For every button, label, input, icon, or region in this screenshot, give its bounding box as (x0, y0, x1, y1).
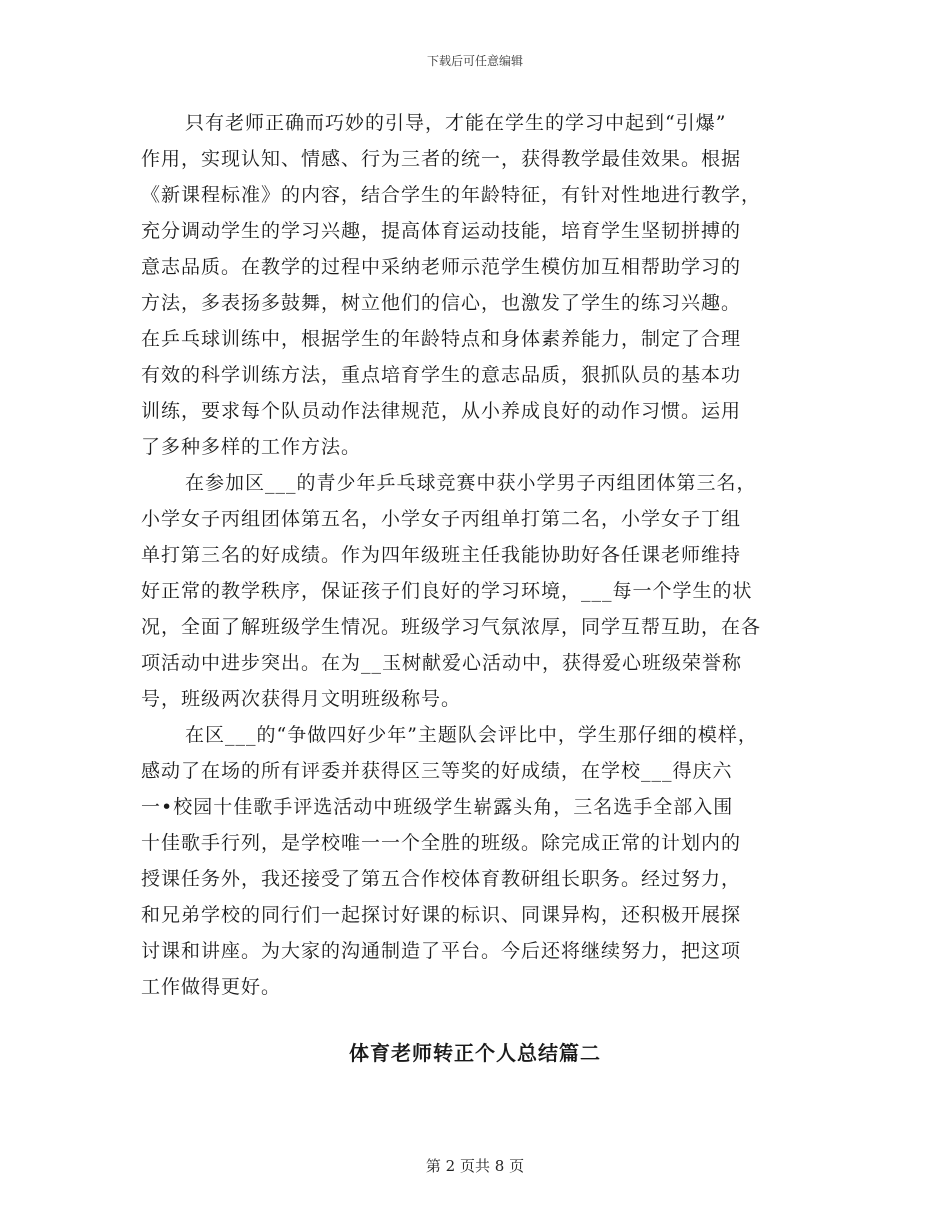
text-line: 充分调动学生的学习兴趣，提高体育运动技能，培育学生坚韧拼搏的 (141, 220, 742, 242)
text-line: 授课任务外，我还接受了第五合作校体育教研组长职务。经过努力， (141, 868, 742, 890)
text-line: 十佳歌手行列，是学校唯一一个全胜的班级。除完成正常的计划内的 (141, 832, 742, 854)
text-line: 工作做得更好。 (141, 976, 282, 998)
text-line: 在乒乓球训练中，根据学生的年龄特点和身体素养能力，制定了合理 (141, 328, 742, 350)
text-line: 在区___的“争做四好少年”主题队会评比中，学生那仔细的模样， (185, 724, 758, 746)
text-line: 号，班级两次获得月文明班级称号。 (141, 688, 462, 710)
text-line: 项活动中进步突出。在为__玉树献爱心活动中，获得爱心班级荣誉称 (141, 652, 743, 674)
text-line: 方法，多表扬多鼓舞，树立他们的信心，也激发了学生的练习兴趣。 (141, 292, 742, 314)
paragraph-2 (141, 465, 831, 717)
paragraph-3 (141, 717, 831, 1005)
text-line: 《新课程标准》的内容，结合学生的年龄特征，有针对性地进行教学， (141, 184, 762, 206)
text-line: 好正常的教学秩序，保证孩子们良好的学习环境，___每一个学生的状 (141, 580, 753, 602)
text-line: 有效的科学训练方法，重点培育学生的意志品质，狠抓队员的基本功 (141, 364, 742, 386)
text-line: 在参加区___的青少年乒乓球竞赛中获小学男子丙组团体第三名， (185, 472, 757, 494)
text-line: 一•校园十佳歌手评选活动中班级学生崭露头角，三名选手全部入围 (141, 796, 734, 818)
text-line: 感动了在场的所有评委并获得区三等奖的好成绩，在学校___得庆六 (141, 760, 733, 782)
text-line: 讨课和讲座。为大家的沟通制造了平台。今后还将继续努力，把这项 (141, 940, 742, 962)
text-line: 小学女子丙组团体第五名，小学女子丙组单打第二名，小学女子丁组 (141, 508, 742, 530)
text-line: 意志品质。在教学的过程中采纳老师示范学生模仿加互相帮助学习的 (141, 256, 742, 278)
page-header: 下载后可任意编辑 (426, 54, 523, 68)
text-line: 了多种多样的工作方法。 (141, 436, 362, 458)
text-line: 只有老师正确而巧妙的引导，才能在学生的学习中起到“引爆” (185, 112, 727, 134)
text-line: 训练，要求每个队员动作法律规范，从小养成良好的动作习惯。运用 (141, 400, 742, 422)
text-line: 况，全面了解班级学生情况。班级学习气氛浓厚，同学互帮互助，在各 (141, 616, 762, 638)
text-line: 作用，实现认知、情感、行为三者的统一，获得教学最佳效果。根据 (141, 148, 742, 170)
document-body (141, 105, 831, 1005)
paragraph-1 (141, 105, 831, 465)
text-line: 和兄弟学校的同行们一起探讨好课的标识、同课异构，还积极开展探 (141, 904, 742, 926)
section-title: 体育老师转正个人总结篇二 (349, 1041, 601, 1065)
page-footer: 第 2 页共 8 页 (425, 1157, 525, 1175)
text-line: 单打第三名的好成绩。作为四年级班主任我能协助好各任课老师维持 (141, 544, 742, 566)
